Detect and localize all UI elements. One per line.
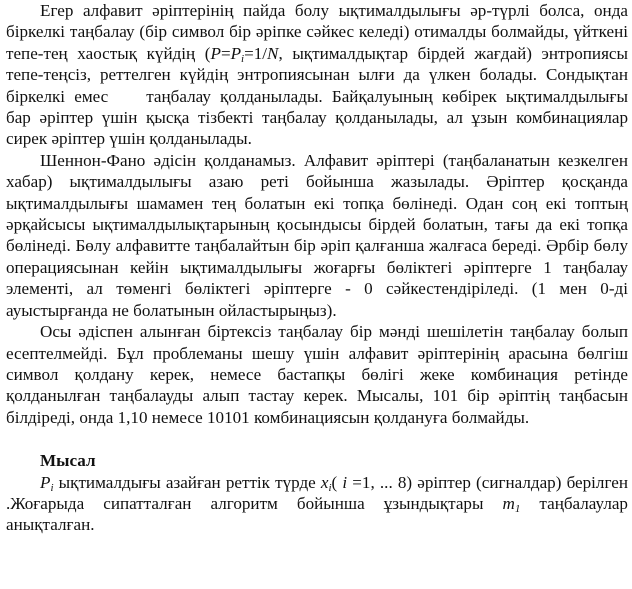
formula-eq1: = [220,43,231,63]
paragraph-entropy [6,0,628,150]
formula-n: N [267,43,279,63]
paragraph-entropy-text-c: таңбалау қолданылады. Байқалуының көбірек ықтималдылығы бар әріптер үшін қысқа тізбекті таңбалау қолданылады, ал ұзын комбинациялар сирек әріптер үшін қолданылады. [6,86,628,149]
symbol-x: x [320,472,329,492]
formula-slash: / [262,43,268,63]
document-page [6,0,628,536]
paragraph-shannon-fano: Шеннон-Фано әдісін қолданамыз. Алфавит әріптері (таңбаланатын кезкелген хабар) ықтималдылығы азаю реті бойынша жазылады. Әріптер қосқанда ықтималдылығы шамамен тең болатын екі топқа бөлінеді. Одан соң екі топтың әрқайсысы ықтималдылықтарының қосындысы бірдей болатын, тағы да екі топқа бөлінеді. Бөлу алфавитте таңбалайтын бір әріп қалғанша жалғаса береді. Әрбір бөлу операциясынан кейін ықтималдылығы жоғарғы бөліктегі әріптерге 1 таңбалау элементі, ал төменгі бөліктегі әріптерге - 0 сәйкестендіріледі. (1 мен 0-ді ауыстырғанда не болатынын ойластырыңыз). [6,150,628,320]
formula-pi: P [230,43,242,63]
formula-pi-subscript: i [241,52,245,65]
symbol-i: i [342,472,348,492]
example-range-text: =1, ... 8) әріптер (сигналдар) берілген .Жоғарыда сипатталған алгоритм бойынша ұзындықтары [6,472,628,513]
range-open: ( [331,472,343,492]
symbol-m-subscript: 1 [514,502,521,515]
symbol-x-subscript: i [328,481,332,494]
paragraph-entropy-text-a: Егер алфавит әріптерінің пайда болу ықтималдылығы әр-түрлі болса, онда біркелкі таңбалау (бір символ бір әріпке сәйкес келеді) отималды болмайды, үйткені тепе-тең хаостық күйдің ( [6,1,628,63]
paragraph-entropy-text-b: , ықтималдықтар бірдей жағдай) энтропиясы тепе-теңсіз, реттелген күйдің энтропиясынан ылғи да үлкен болады. Сондықтан біркелкі емес [6,43,629,106]
formula-eq2: =1 [244,43,263,63]
symbol-m: m [502,493,515,513]
blank-line [6,428,628,450]
symbol-p-subscript: i [50,481,54,494]
paragraph-decoding: Осы әдіспен алынған біртексіз таңбалау бір мәнді шешілетін таңбалау болып есептелмейді. Бұл проблеманы шешу үшін алфавит әріптерінің арасына бөлгіш символ қолдану керек, немесе бастапқы бөлігі жеке комбинация ретінде қолданылған таңбалауды алып тастау керек. Мысалы, 101 бір әріптің таңбасын білдіреді, онда 1,10 немесе 10101 комбинациясын қолдануға болмайды. [6,322,628,427]
formula-p: P [210,43,221,63]
example-text-2: таңбалаулар анықталған. [6,493,628,535]
paragraph-example [6,472,628,536]
example-heading: Мысал [40,451,96,471]
example-text-1: ықтималдығы азайған реттік түрде [53,472,321,492]
symbol-p: P [40,472,51,492]
